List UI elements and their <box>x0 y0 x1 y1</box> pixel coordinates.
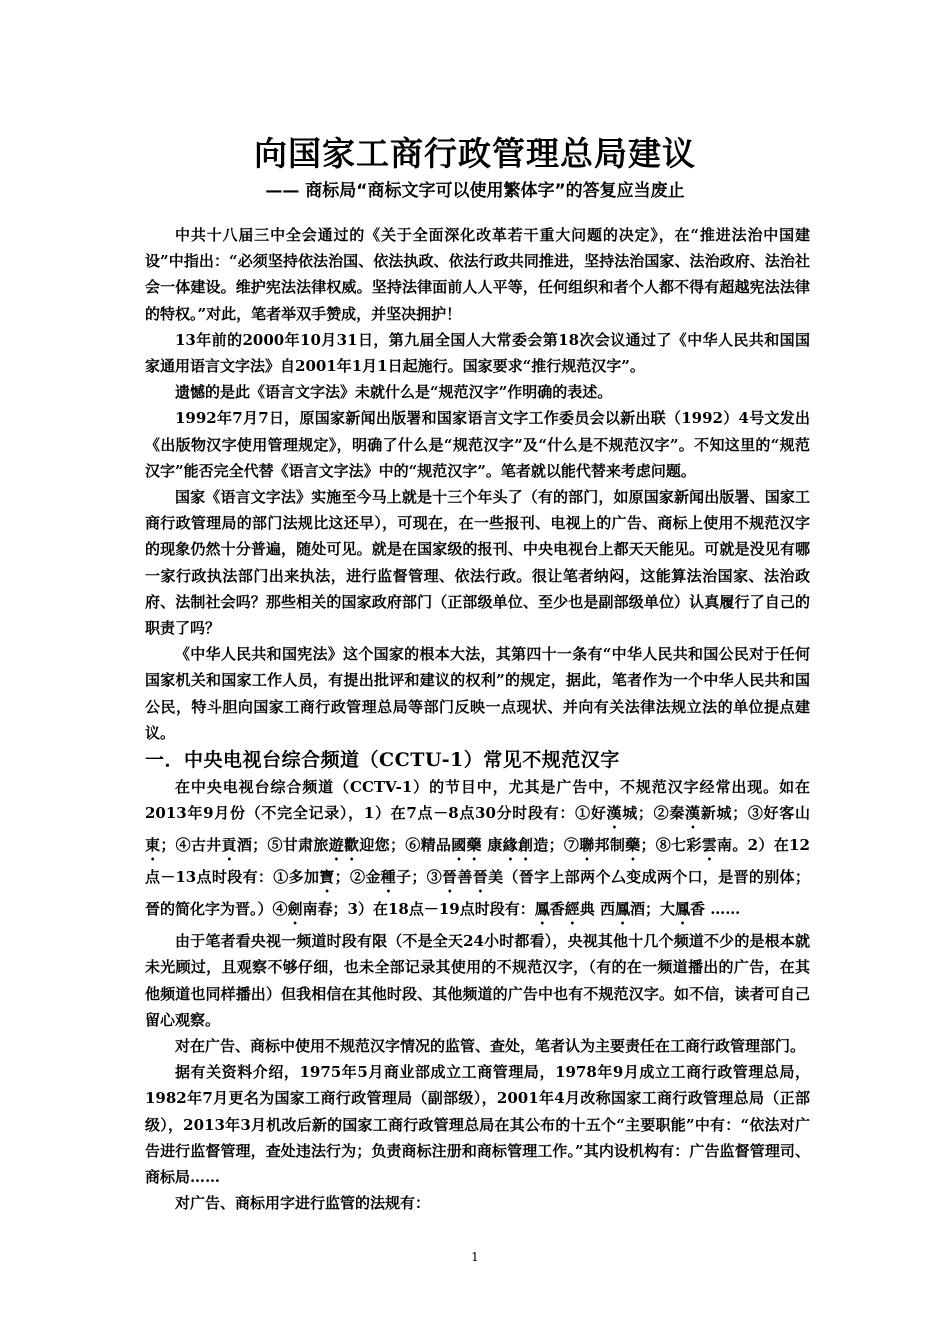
traditional-char: 晉 <box>442 868 458 887</box>
section-heading: 一．中央电视台综合频道（CCTU-1）常见不规范汉字 <box>145 749 620 772</box>
document-body <box>145 222 810 1217</box>
example-text: 香 <box>549 900 565 919</box>
examples-paragraph <box>145 774 810 928</box>
example-text: 南。2）在12点－13点时段有：①多加 <box>145 836 810 887</box>
example-text: ；④古井 <box>160 836 222 855</box>
traditional-char: 貢 <box>221 836 237 855</box>
example-text: 新城；③好客山 <box>700 804 810 823</box>
traditional-char: 晉 <box>472 868 489 887</box>
example-text: 酒；⑤甘肃旅 <box>236 836 329 855</box>
traditional-char: 漢 <box>685 804 701 823</box>
traditional-char: 經 <box>564 900 580 919</box>
paragraph: 由于笔者看央视一频道时段有限（不是全天24小时都看），央视其他十几个频道不少的是根本就未光顾过，且观察不够仔细，也未全部记录其使用的不规范汉字，（有的在一频道播出的广告，在其他频道也同样播出）但我相信在其他时段、其他频道的广告中也有不规范汉字。如不信，读者可自己留心观察。 <box>145 932 810 1029</box>
example-text: 康 <box>481 836 503 855</box>
paragraph: 国家《语言文字法》实施至今马上就是十三个年头了（有的部门，如原国家新闻出版署、国家工商行政管理局的部门法规比这还早），可现在，在一些报刊、电视上的广告、商标上使用不规范汉字的现象仍然十分普遍，随处可见。就是在国家级的报刊、中央电视台上都天天能见。可就是没见有哪一家行政执法部门出来执法，进行监督管理、依法行政。很让笔者纳闷，这能算法治国家、法治政府、法制社会吗？那些相关的国家政府部门（正部级单位、至少也是副部级单位）认真履行了自己的职责了吗？ <box>145 488 810 638</box>
example-text: 城；②秦 <box>622 804 686 823</box>
example-text: 邦制 <box>594 836 626 855</box>
example-text: 香 …… <box>690 900 741 919</box>
example-text: 造；⑦ <box>533 836 580 855</box>
paragraph: 对广告、商标用字进行监管的法规有： <box>175 1194 431 1213</box>
traditional-char: 種 <box>380 868 397 887</box>
traditional-char: 雲 <box>701 836 718 855</box>
example-text: 迎您；⑥精品 <box>359 836 452 855</box>
traditional-char: 鳳 <box>675 900 691 919</box>
paragraph: 13年前的2000年10月31日，第九届全国人大常委会第18次会议通过了《中华人民共和国国家通用语言文字法》自2001年1月1日起施行。国家要求“推行规范汉字”。 <box>145 330 810 376</box>
traditional-char: 鳳 <box>615 900 631 919</box>
example-text: 酒；大 <box>630 900 676 919</box>
traditional-char: 國藥 <box>451 836 482 855</box>
example-text: 典 西 <box>579 900 615 919</box>
paragraph: 中共十八届三中全会通过的《关于全面深化改革若干重大问题的决定》，在“推进法治中国建设”中指出：“必须坚持依法治国、依法执政、依法行政共同推进，坚持法治国家、法治政府、法治社会一体建设。维护宪法法律权威。坚持法律面前人人平等，任何组织和者个人都不得有超越宪法法律的特权。”对此，笔者举双手赞成，并坚决拥护！ <box>145 226 810 323</box>
example-text: 善 <box>457 868 473 887</box>
paragraph: 《中华人民共和国宪法》这个国家的根本大法，其第四十一条有“中华人民共和国公民对于任何国家机关和国家工作人员，有提出批评和建议的权利”的规定，据此，笔者作为一个中华人民共和国公民，特斗胆向国家工商行政管理总局等部门反映一点现状、并向有关法律法规立法的单位提点建议。 <box>145 645 810 742</box>
example-text: 子；③ <box>396 868 443 887</box>
traditional-char: 藥 <box>625 836 641 855</box>
traditional-char: 寶 <box>319 868 335 887</box>
page-number: 1 <box>471 1250 479 1264</box>
document-subtitle: —— 商标局“商标文字可以使用繁体字”的答复应当废止 <box>265 181 685 201</box>
traditional-char: 聯 <box>579 836 595 855</box>
traditional-char: 緣創 <box>502 836 534 855</box>
examples-intro: 在中央电视台综合频道（CCTV-1）的节目中，尤其是广告中，不规范汉字经常出现。如在2013年9月份（不完全记录），1）在7点－8点30分时段有：①好 <box>145 778 810 823</box>
traditional-char: 遊歡 <box>328 836 360 855</box>
paragraph: 1992年7月7日，原国家新闻出版署和国家语言文字工作委员会以新出联（1992）4号文发出《出版物汉字使用管理规定》，明确了什么是“规范汉字”及“什么是不规范汉字”。不知这里的“规范汉字”能否完全代替《语言文字法》中的“规范汉字”。笔者就以能代替来考虑问题。 <box>145 409 810 480</box>
example-text: 美（晉字上部两个厶变成两个口，是晋的别体；晉的简化字为晋。）④ <box>145 868 810 919</box>
traditional-char: 東 <box>145 836 161 855</box>
paragraph: 遗憾的是此《语言文字法》未就什么是“规范汉字”作明确的表述。 <box>175 383 613 402</box>
traditional-char: 鳳 <box>534 900 550 919</box>
paragraph: 对在广告、商标中使用不规范汉字情况的监管、查处，笔者认为主要责任在工商行政管理部门。 <box>175 1037 806 1056</box>
paragraph: 据有关资料介绍，1975年5月商业部成立工商管理局，1978年9月成立工商行政管理总局，1982年7月更名为国家工商行政管理局（副部级），2001年4月改称国家工商行政管理总局（正部级），2013年3月机改后新的国家工商行政管理总局在其公布的十五个“主要职能”中有：“依法对广告进行监督管理，查处违法行为；负责商标注册和商标管理工作。”其内设机构有：广告监督管理司、商标局…… <box>145 1063 810 1187</box>
example-text: ；⑧七彩 <box>640 836 702 855</box>
traditional-char: 漢 <box>606 804 623 823</box>
traditional-char: 劍 <box>287 900 303 919</box>
document-title: 向国家工商行政管理总局建议 <box>254 134 696 173</box>
example-text: ；②金 <box>334 868 381 887</box>
example-text: 南春；3）在18点－19点时段有： <box>302 900 535 919</box>
